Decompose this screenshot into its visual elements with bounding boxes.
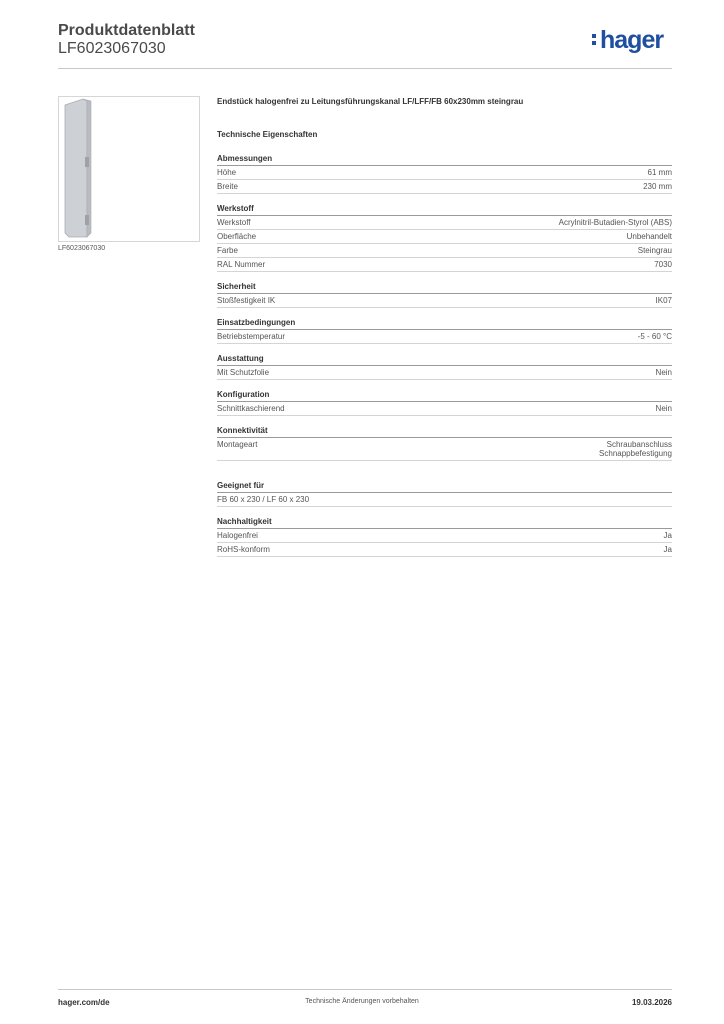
spec-label: Schnittkaschierend [217,404,285,413]
spec-row [217,244,672,258]
spec-value: Ja [663,531,672,540]
spec-section [217,204,672,272]
spec-section [217,154,672,194]
spec-value: 7030 [654,260,672,269]
spec-row [217,230,672,244]
spec-label: Breite [217,182,238,191]
section-title: Abmessungen [217,154,672,166]
footer-website: hager.com/de [58,998,110,1007]
spec-sections [217,154,672,557]
spec-row [217,166,672,180]
spec-label: Werkstoff [217,218,251,227]
spec-label: Montageart [217,440,258,449]
logo-dot-icon [592,41,596,45]
spec-label: Mit Schutzfolie [217,368,270,377]
spec-label: Farbe [217,246,238,255]
spec-label: Betriebstemperatur [217,332,286,341]
spec-value: Ja [663,545,672,554]
spec-section [217,481,672,507]
spec-value: -5 - 60 °C [637,332,672,341]
spec-label: Stoßfestigkeit IK [217,296,276,305]
header-divider [58,68,672,69]
section-title: Werkstoff [217,204,672,216]
spec-label: Halogenfrei [217,531,258,540]
product-code: LF6023067030 [58,40,166,57]
spec-value: 61 mm [647,168,672,177]
spec-value: IK07 [655,296,672,305]
spec-row [217,529,672,543]
spec-row [217,493,672,507]
footer-disclaimer: Technische Änderungen vorbehalten [305,998,419,1005]
spec-value: Acrylnitril-Butadien-Styrol (ABS) [558,218,672,227]
technical-properties-heading: Technische Eigenschaften [217,130,318,139]
spec-row [217,294,672,308]
spec-value: Nein [655,368,672,377]
spec-value: Schraubanschluss Schnappbefestigung [599,440,672,458]
product-description: Endstück halogenfrei zu Leitungsführungskanal LF/LFF/FB 60x230mm steingrau [217,97,524,106]
spec-row [217,216,672,230]
specification-area [217,97,672,557]
spec-label: Höhe [217,168,237,177]
section-gap [217,461,672,471]
spec-row [217,366,672,380]
spec-section [217,354,672,380]
spec-value: Steingrau [637,246,672,255]
spec-label: RAL Nummer [217,260,266,269]
section-title: Einsatzbedingungen [217,318,672,330]
spec-section [217,282,672,308]
section-title: Ausstattung [217,354,672,366]
logo-dot-icon [592,34,596,38]
spec-section [217,426,672,461]
image-caption: LF6023067030 [58,245,106,252]
end-cap-illustration [59,97,199,241]
section-title: Sicherheit [217,282,672,294]
section-title: Konnektivität [217,426,672,438]
spec-value: 230 mm [643,182,672,191]
spec-row [217,543,672,557]
spec-row [217,180,672,194]
product-image [58,96,200,242]
document-title: Produktdatenblatt [58,22,195,39]
spec-value: Unbehandelt [626,232,672,241]
spec-section [217,318,672,344]
section-title: Nachhaltigkeit [217,517,672,529]
spec-row [217,438,672,461]
spec-row [217,402,672,416]
spec-section [217,390,672,416]
section-title: Geeignet für [217,481,672,493]
footer-divider [58,989,672,990]
hager-logo [592,26,672,56]
spec-label: FB 60 x 230 / LF 60 x 230 [217,495,310,504]
spec-section [217,517,672,557]
spec-label: RoHS-konform [217,545,270,554]
spec-value: Nein [655,404,672,413]
spec-row [217,258,672,272]
spec-row [217,330,672,344]
logo-text: hager [600,26,664,54]
spec-label: Oberfläche [217,232,257,241]
section-title: Konfiguration [217,390,672,402]
footer-date: 19.03.2026 [631,998,672,1007]
